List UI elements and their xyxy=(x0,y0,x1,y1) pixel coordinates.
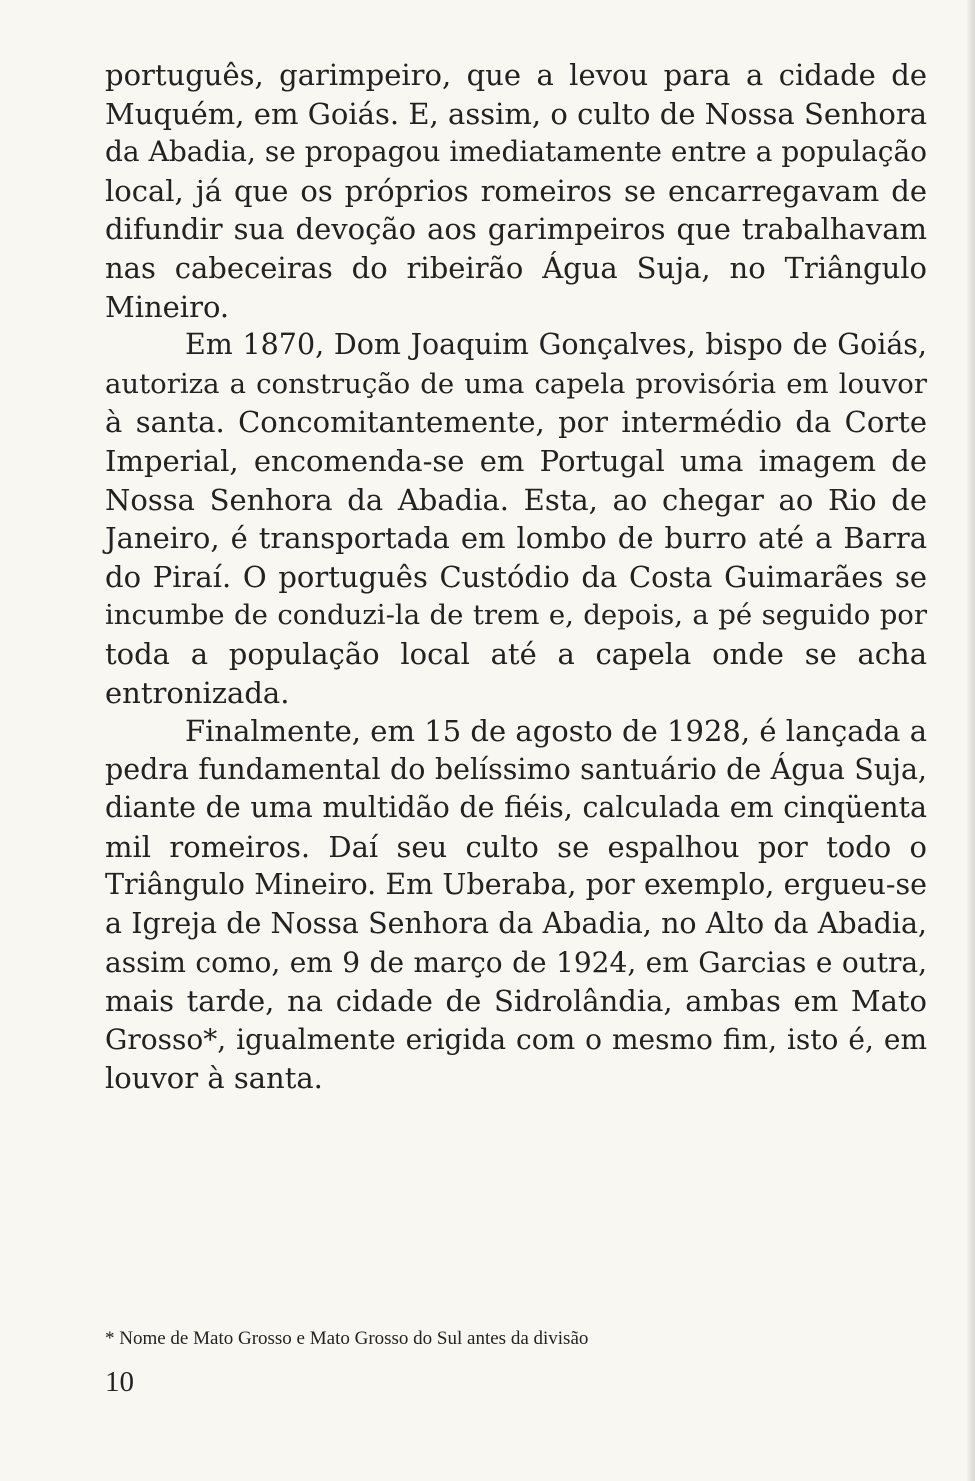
text-line: português, garimpeiro, que a levou para a cidade de xyxy=(105,58,927,92)
text-line: mil romeiros. Daí seu culto se espalhou por todo o xyxy=(105,829,927,864)
text-line: Nossa Senhora da Abadia. Esta, ao chegar ao Rio de xyxy=(105,482,927,517)
text-line: local, já que os próprios romeiros se encarregavam de xyxy=(105,173,927,208)
text-line: mais tarde, na cidade de Sidrolândia, ambas em Mato xyxy=(105,984,927,1019)
text-line: entronizada. xyxy=(105,675,290,710)
text-line: difundir sua devoção aos garimpeiros que trabalhavam xyxy=(105,212,927,247)
text-line: louvor à santa. xyxy=(105,1061,323,1096)
text-line: à santa. Concomitantemente, por intermédio da Corte xyxy=(105,405,927,440)
text-line: Janeiro, é transportada em lombo de burro até a Barra xyxy=(105,521,927,556)
text-line: do Piraí. O português Custódio da Costa Guimarães se xyxy=(105,559,927,594)
page-edge-shadow xyxy=(967,0,975,1481)
text-line: Mineiro. xyxy=(105,289,230,324)
page-number: 10 xyxy=(105,1366,134,1398)
text-line: Em 1870, Dom Joaquim Gonçalves, bispo de Goiás, xyxy=(185,328,927,362)
text-line: pedra fundamental do belíssimo santuário de Água Suja, xyxy=(105,752,927,786)
text-line: Finalmente, em 15 de agosto de 1928, é lançada a xyxy=(185,714,927,749)
text-line: da Abadia, se propagou imediatamente entre a população xyxy=(105,135,927,169)
text-line: diante de uma multidão de fiéis, calculada em cinqüenta xyxy=(105,791,927,825)
text-line: a Igreja de Nossa Senhora da Abadia, no Alto da Abadia, xyxy=(105,907,927,941)
footnote: * Nome de Mato Grosso e Mato Grosso do Sul antes da divisão xyxy=(105,1328,589,1349)
text-line: assim como, em 9 de março de 1924, em Garcias e outra, xyxy=(105,945,927,979)
text-line: Triângulo Mineiro. Em Uberaba, por exemplo, ergueu-se xyxy=(105,868,927,902)
text-line: toda a população local até a capela onde se acha xyxy=(105,636,927,671)
body-text xyxy=(105,56,927,1098)
text-line: incumbe de conduzi-la de trem e, depois, a pé seguido por xyxy=(105,599,927,632)
text-line: Grosso*, igualmente erigida com o mesmo fim, isto é, em xyxy=(105,1022,927,1056)
text-line: Muquém, em Goiás. E, assim, o culto de Nossa Senhora xyxy=(105,96,927,131)
text-line: nas cabeceiras do ribeirão Água Suja, no Triângulo xyxy=(105,250,927,285)
text-line: autoriza a construção de uma capela provisória em louvor xyxy=(105,367,927,400)
text-line: Imperial, encomenda-se em Portugal uma imagem de xyxy=(105,443,927,478)
